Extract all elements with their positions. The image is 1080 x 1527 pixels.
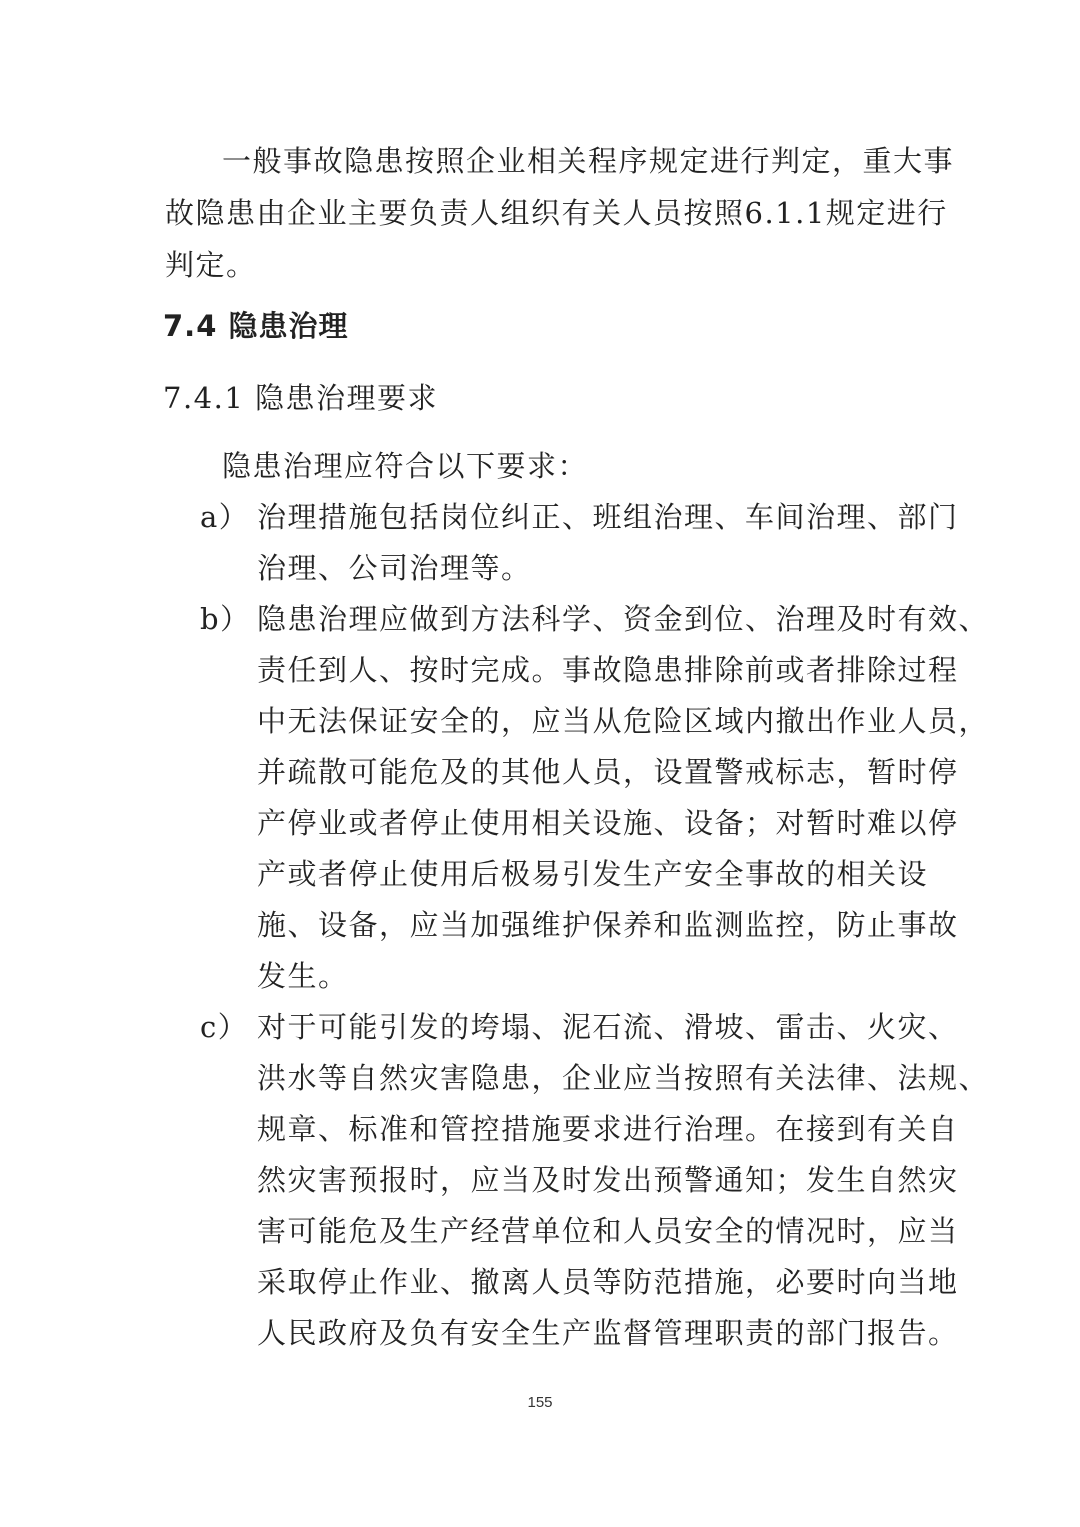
paragraph-line: 判定。 (165, 248, 257, 282)
list-item-line: 发生。 (257, 959, 349, 993)
list-item-line: 规章、标准和管控措施要求进行治理。在接到有关自 (257, 1112, 959, 1146)
list-item-marker: b） (200, 602, 251, 636)
intro-text: 隐患治理应符合以下要求： (222, 449, 589, 483)
list-item-marker: a） (200, 500, 250, 534)
list-item-line: 然灾害预报时，应当及时发出预警通知；发生自然灾 (257, 1163, 959, 1197)
list-item-line: 采取停止作业、撤离人员等防范措施，必要时向当地 (257, 1265, 959, 1299)
list-item-line: 产停业或者停止使用相关设施、设备；对暂时难以停 (257, 806, 959, 840)
section-heading: 7.4 隐患治理 (163, 309, 349, 343)
list-item-line: 治理、公司治理等。 (257, 551, 532, 585)
page-number: 155 (527, 1394, 553, 1411)
list-item-line: 隐患治理应做到方法科学、资金到位、治理及时有效、 (257, 602, 990, 636)
subsection-heading: 7.4.1 隐患治理要求 (163, 381, 439, 415)
list-item-line: 洪水等自然灾害隐患，企业应当按照有关法律、法规、 (257, 1061, 990, 1095)
paragraph-line: 故隐患由企业主要负责人组织有关人员按照6.1.1规定进行 (165, 196, 948, 230)
list-item-line: 人民政府及负有安全生产监督管理职责的部门报告。 (257, 1316, 959, 1350)
list-item-line: 责任到人、按时完成。事故隐患排除前或者排除过程 (257, 653, 959, 687)
list-item-line: 治理措施包括岗位纠正、班组治理、车间治理、部门 (257, 500, 959, 534)
list-item-line: 施、设备，应当加强维护保养和监测监控，防止事故 (257, 908, 959, 942)
paragraph-line: 一般事故隐患按照企业相关程序规定进行判定，重大事 (222, 144, 955, 178)
list-item-line: 并疏散可能危及的其他人员，设置警戒标志，暂时停 (257, 755, 959, 789)
list-item-marker: c） (200, 1010, 249, 1044)
list-item-line: 中无法保证安全的，应当从危险区域内撤出作业人员， (257, 704, 990, 738)
list-item-line: 产或者停止使用后极易引发生产安全事故的相关设 (257, 857, 929, 891)
list-item-line: 对于可能引发的垮塌、泥石流、滑坡、雷击、火灾、 (257, 1010, 959, 1044)
list-item-line: 害可能危及生产经营单位和人员安全的情况时，应当 (257, 1214, 959, 1248)
